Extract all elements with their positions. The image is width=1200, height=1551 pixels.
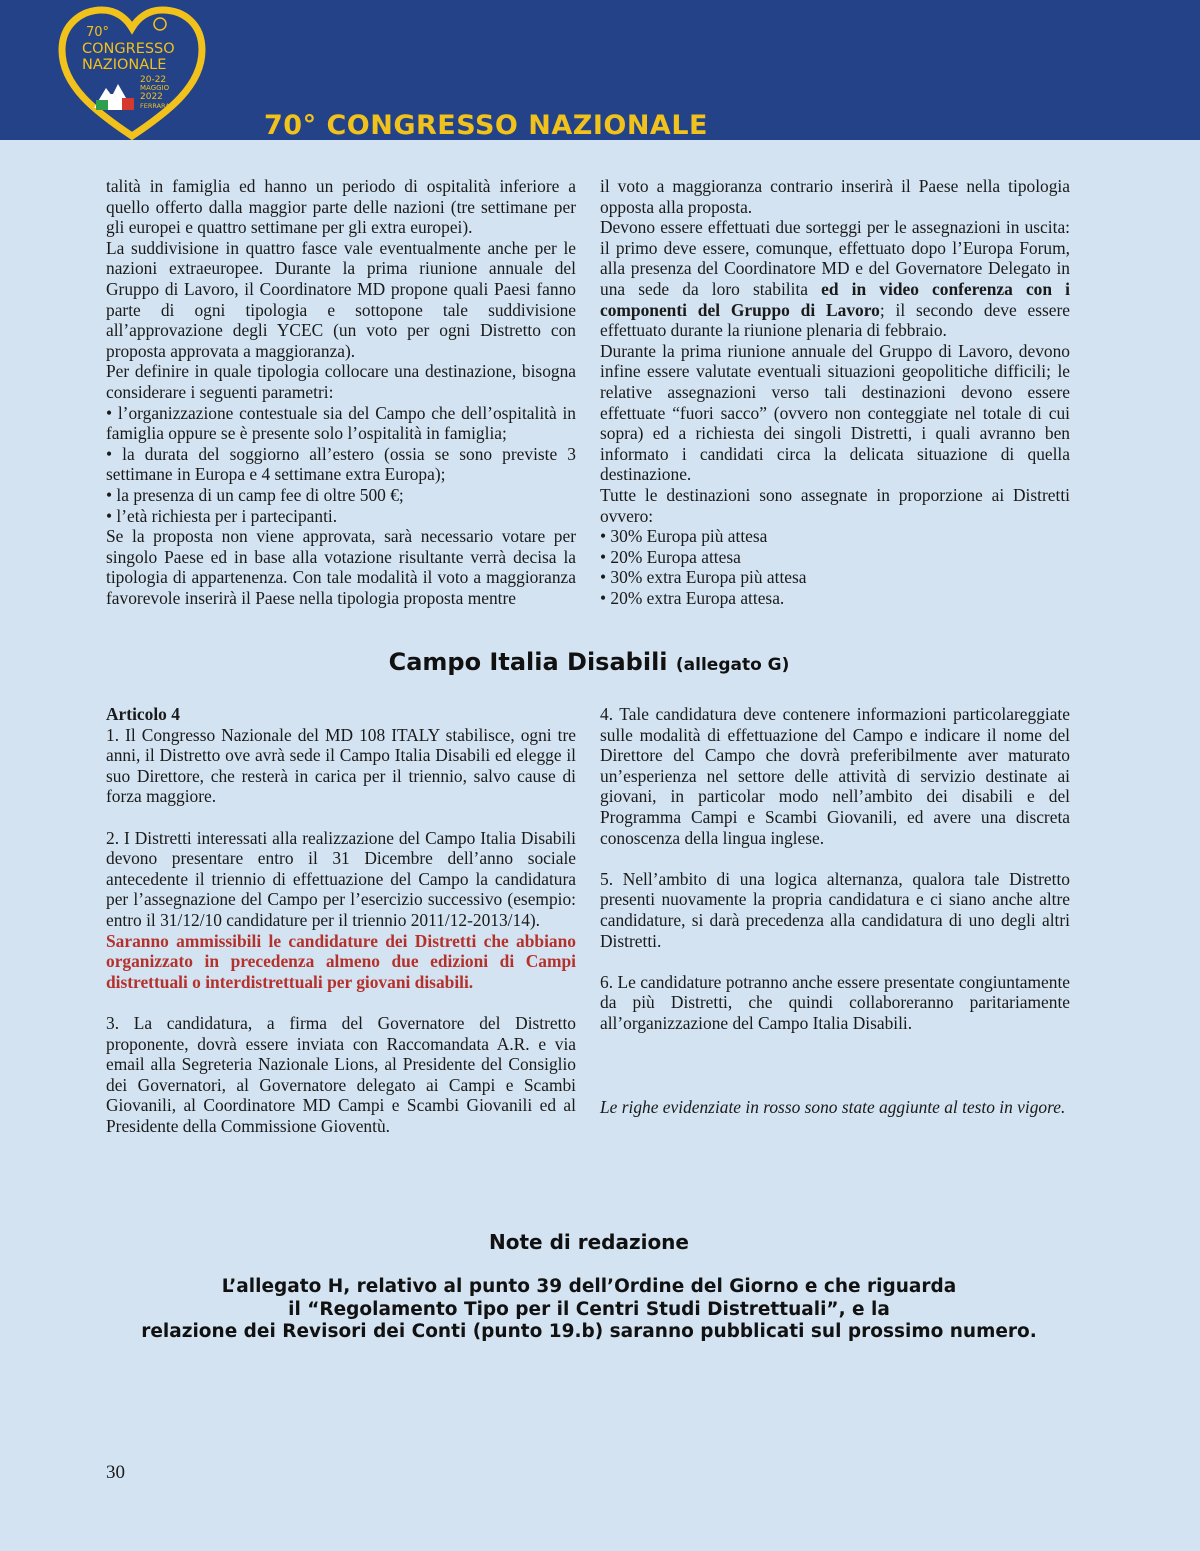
bullet-item: • 20% Europa attesa (600, 546, 741, 567)
lower-left-column (106, 704, 576, 1136)
paragraph: 6. Le candidature potranno anche essere presentate congiuntamente da più Distretti, che quindi collaboreranno paritariamente all’organizzazione del Campo Italia Disabili. (600, 971, 1070, 1033)
editorial-notes-body (0, 1276, 1178, 1344)
logo-month: MAGGIO (140, 84, 170, 92)
note-line: L’allegato H, relativo al punto 39 dell’Ordine del Giorno e che riguarda (221, 1276, 957, 1297)
page-number: 30 (106, 1462, 125, 1483)
paragraph: 2. I Distretti interessati alla realizzazione del Campo Italia Disabili devono presentare entro il 31 Dicembre dell’anno sociale antecedente il triennio di effettuazione del Campo la candidatura per l’assegnazione del Campo per l’esercizio successivo (esempio: entro il 31/12/10 candidature per il triennio 2011/12-2013/14). (106, 827, 576, 930)
logo-word2: NAZIONALE (82, 57, 167, 73)
paragraph: Tutte le destinazioni sono assegnate in proporzione ai Distretti ovvero: (600, 484, 1070, 526)
text-run: Devono essere effettuati due sorteggi per le assegnazioni in uscita: il primo deve essere, comunque, effettuato dopo l’Europa Forum, alla presenza del Coordinatore MD e del Governatore Delegato in una sede da loro stabilita (600, 217, 1070, 299)
congress-title: 70° CONGRESSO NAZIONALE (264, 110, 708, 141)
paragraph: 1. Il Congresso Nazionale del MD 108 ITALY stabilisce, ogni tre anni, il Distretto ove avrà sede il Campo Italia Disabili ed elegge il suo Direttore, che resterà in carica per il triennio, salvo cause di forza maggiore. (106, 724, 576, 807)
paragraph: Se la proposta non viene approvata, sarà necessario votare per singolo Paese ed in base alla votazione risultante verrà decisa la tipologia di appartenenza. Con tale modalità il voto a maggioranza favorevole inserirà il Paese nella tipologia proposta mentre (106, 526, 576, 608)
highlighted-amendment: Saranno ammissibili le candidature dei Distretti che abbiano organizzato in precedenza almeno due edizioni di Campi distrettuali o interdistrettuali per giovani disabili. (106, 930, 576, 992)
section-title-text: Campo Italia Disabili (388, 648, 668, 676)
bullet-item: • la durata del soggiorno all’estero (ossia se sono previste 3 settimane in Europa e 4 settimane extra Europa); (106, 443, 576, 485)
paragraph: Per definire in quale tipologia collocare una destinazione, bisogna considerare i seguenti parametri: (106, 361, 576, 402)
note-line: il “Regolamento Tipo per il Centri Studi Distrettuali”, e la (288, 1298, 890, 1320)
paragraph: 4. Tale candidatura deve contenere informazioni particolareggiate sulle modalità di effettuazione del Campo e indicare il nome del Direttore del Campo che dovrà preferibilmente aver maturato un’esperienza nel settore delle attività di servizio destinate ai giovani, in particolar modo nell’ambito dei disabili e del Programma Campi e Scambi Giovanili, ed avere una discreta conoscenza della lingua inglese. (600, 704, 1070, 848)
section-subtitle: (allegato G) (675, 655, 790, 675)
logo-word1: CONGRESSO (82, 41, 175, 57)
bullet-item: • l’organizzazione contestuale sia del Campo che dell’ospitalità in famiglia oppure se è presente solo l’ospitalità in famiglia; (106, 402, 576, 444)
bullet-item: • 30% Europa più attesa (600, 526, 768, 547)
amendment-note: Le righe evidenziate in rosso sono state aggiunte al testo in vigore. (600, 1097, 1066, 1117)
congress-heart-logo (56, 4, 208, 142)
article-heading: Articolo 4 (106, 704, 180, 724)
bullet-item: • 20% extra Europa attesa. (600, 587, 785, 608)
note-line: relazione dei Revisori dei Conti (punto 19.b) saranno pubblicati sul prossimo numero. (141, 1321, 1037, 1343)
paragraph (600, 217, 1070, 341)
bullet-item: • 30% extra Europa più attesa (600, 567, 807, 588)
logo-days: 20-22 (140, 75, 167, 85)
paragraph: 5. Nell’ambito di una logica alternanza, qualora tale Distretto presenti nuovamente la propria candidatura e ci siano anche altre candidature, si darà precedenza alla candidatura di uno degli altri Distretti. (600, 868, 1070, 951)
paragraph: talità in famiglia ed hanno un periodo di ospitalità inferiore a quello offerto dalla maggior parte delle nazioni (tre settimane per gli europei e quattro settimane per gli extra europei). (106, 176, 576, 238)
text-run: ; il secondo deve essere effettuato durante la riunione plenaria di febbraio. (600, 299, 1070, 341)
bold-text: ed in video conferenza con i componenti del Gruppo di Lavoro (600, 278, 1070, 320)
paragraph: 3. La candidatura, a firma del Governatore del Distretto proponente, dovrà essere inviata con Raccomandata A.R. e via email alla Segreteria Nazionale Lions, al Presidente del Consiglio dei Governatori, al Governatore delegato ai Campi e Scambi Giovanili, al Coordinatore MD Campi e Scambi Giovanili ed al Presidente della Commissione Gioventù. (106, 1012, 576, 1136)
paragraph: La suddivisione in quattro fasce vale eventualmente anche per le nazioni extraeuropee. Durante la prima riunione annuale del Gruppo di Lavoro, il Coordinatore MD propone quali Paesi fanno parte di ogni tipologia e sottopone tale suddivisione all’approvazione degli YCEC (un voto per ogni Distretto con proposta approvata a maggioranza). (106, 237, 576, 361)
section-title (0, 648, 1178, 676)
logo-city: FERRARA (140, 102, 170, 110)
editorial-notes-title: Note di redazione (489, 1230, 689, 1254)
lower-right-column (600, 704, 1070, 1034)
paragraph: Durante la prima riunione annuale del Gruppo di Lavoro, devono infine essere valutate eventuali situazioni geopolitiche difficili; le relative assegnazioni verso tali destinazioni devono essere effettuate “fuori sacco” (ovvero non conteggiate nel totale di cui sopra) ed a richiesta dei singoli Distretti, i quali avranno ben informato i candidati circa la delicata situazione di quella destinazione. (600, 340, 1070, 485)
bullet-item: • la presenza di un camp fee di oltre 500 €; (106, 484, 404, 505)
logo-year: 2022 (140, 92, 163, 102)
bullet-item: • l’età richiesta per i partecipanti. (106, 505, 338, 526)
header-banner (0, 0, 1200, 140)
logo-number: 70° (86, 25, 110, 40)
upper-right-column (600, 176, 1070, 608)
paragraph: il voto a maggioranza contrario inserirà il Paese nella tipologia opposta alla proposta. (600, 176, 1070, 217)
upper-left-column (106, 176, 576, 608)
